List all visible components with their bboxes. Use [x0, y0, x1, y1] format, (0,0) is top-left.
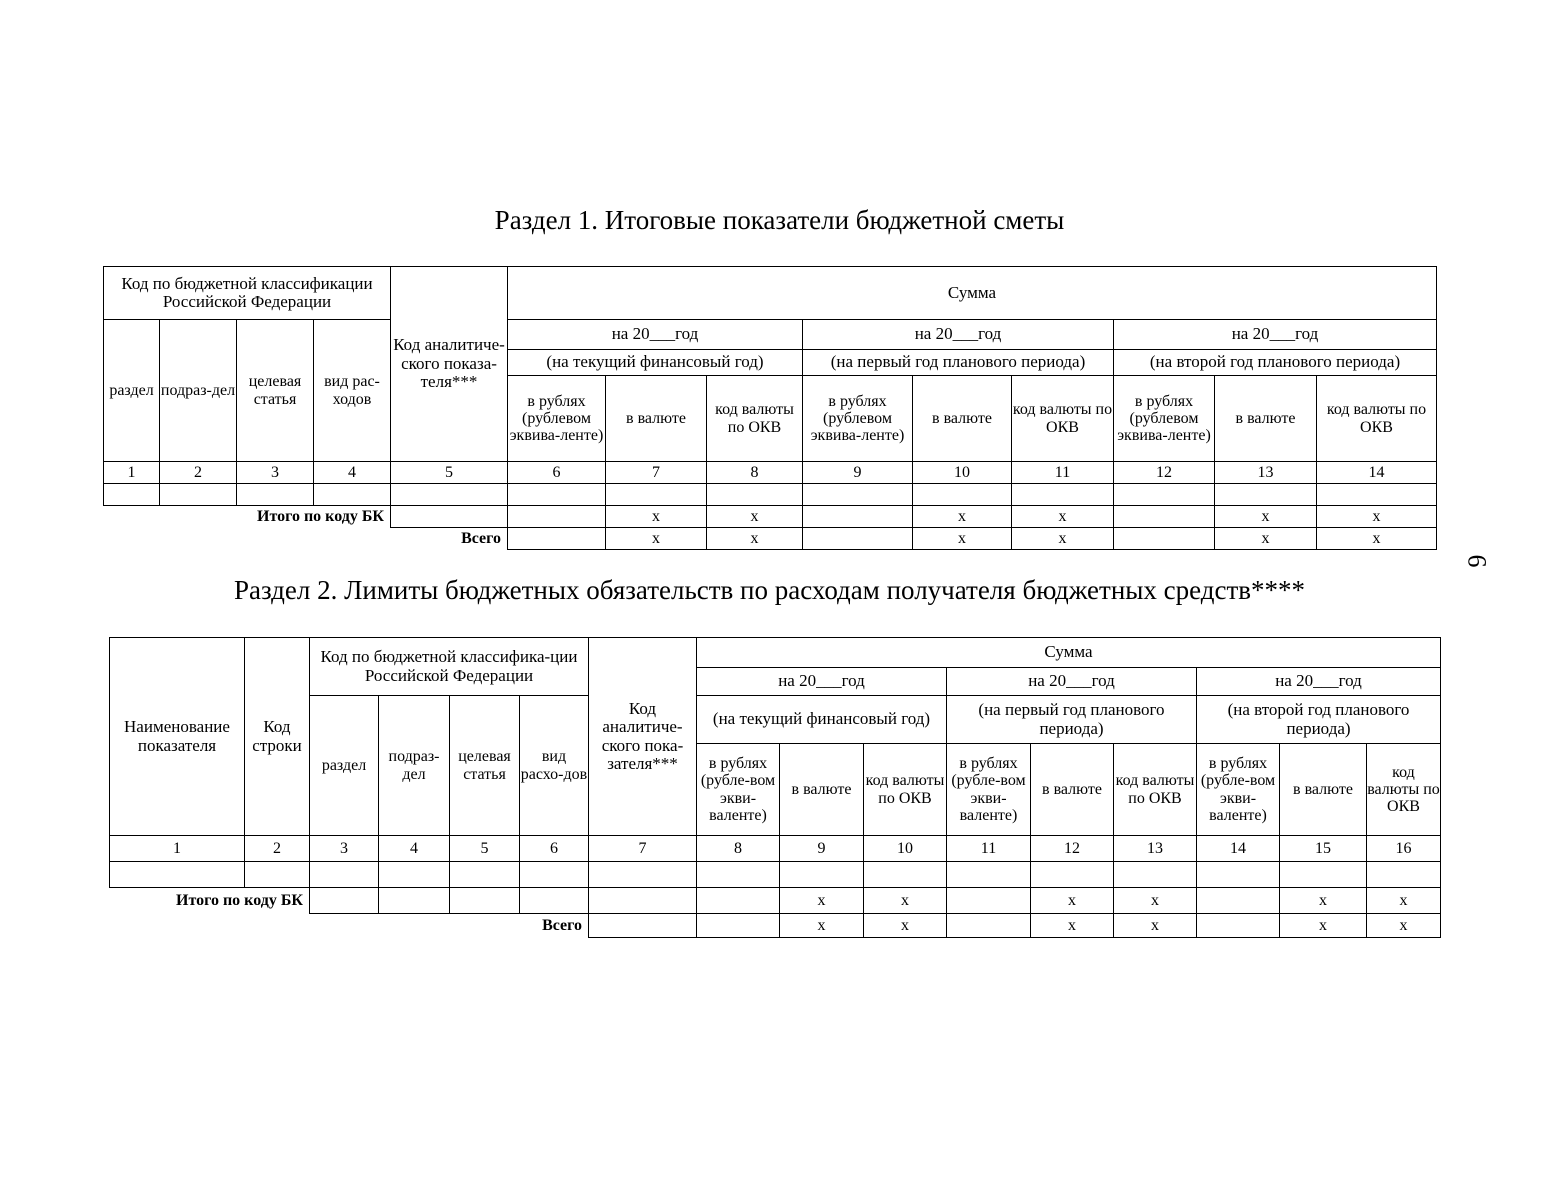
vsego-label: Всего — [542, 917, 582, 935]
column-numbers-row — [104, 462, 1437, 484]
col-num: 8 — [697, 836, 780, 862]
x-mark: х — [1215, 506, 1317, 528]
podrazdel-header: подраз-дел — [160, 320, 237, 462]
col-kod-2: код валюты по ОКВ — [1012, 376, 1114, 462]
empty-cell[interactable] — [310, 862, 379, 888]
kod-stroki-header: Код строки — [245, 638, 310, 836]
itogo-row — [104, 506, 1437, 528]
x-mark: х — [780, 888, 864, 914]
col-rub-3: в рублях (рублевом эквива-ленте) — [1114, 376, 1215, 462]
empty-cell[interactable] — [310, 888, 379, 914]
x-mark: х — [1367, 888, 1441, 914]
x-mark: х — [1367, 914, 1441, 938]
col-num: 5 — [391, 462, 508, 484]
empty-cell[interactable] — [508, 506, 606, 528]
kod-analit-header: Код аналитиче-ского показа-теля*** — [391, 267, 508, 462]
empty-cell[interactable] — [314, 484, 391, 506]
x-mark: х — [1012, 506, 1114, 528]
bk-header: Код по бюджетной классифика-ции Российской Федерации — [310, 638, 589, 696]
col-num: 13 — [1114, 836, 1197, 862]
section1-table — [103, 266, 1437, 550]
year-1-header: на 20___год — [697, 668, 947, 696]
x-mark: х — [1031, 914, 1114, 938]
empty-cell[interactable] — [697, 862, 780, 888]
col-num: 14 — [1197, 836, 1280, 862]
empty-cell[interactable] — [1114, 528, 1215, 550]
x-mark: х — [707, 506, 803, 528]
empty-cell[interactable] — [391, 506, 508, 528]
col-num: 10 — [913, 462, 1012, 484]
vsego-label: Всего — [461, 530, 501, 548]
x-mark: х — [606, 528, 707, 550]
x-mark: х — [1280, 914, 1367, 938]
col-num: 11 — [1012, 462, 1114, 484]
section2-title: Раздел 2. Лимиты бюджетных обязательств по расходам получателя бюджетных средств**** — [233, 575, 1306, 605]
col-num: 11 — [947, 836, 1031, 862]
empty-cell[interactable] — [1215, 484, 1317, 506]
empty-cell[interactable] — [589, 888, 697, 914]
empty-cell[interactable] — [697, 914, 780, 938]
celevaya-header: целевая статья — [237, 320, 314, 462]
empty-cell[interactable] — [104, 484, 160, 506]
empty-cell[interactable] — [391, 484, 508, 506]
col-val-1: в валюте — [780, 744, 864, 836]
col-num: 12 — [1114, 462, 1215, 484]
col-num: 7 — [589, 836, 697, 862]
col-num: 9 — [780, 836, 864, 862]
period-2-header: (на первый год планового периода) — [803, 350, 1114, 376]
vid-header: вид рас-ходов — [314, 320, 391, 462]
col-val-2: в валюте — [913, 376, 1012, 462]
col-num: 1 — [104, 462, 160, 484]
col-num: 8 — [707, 462, 803, 484]
col-num: 2 — [160, 462, 237, 484]
x-mark: х — [1317, 506, 1437, 528]
col-num: 3 — [310, 836, 379, 862]
empty-cell[interactable] — [520, 862, 589, 888]
empty-cell[interactable] — [379, 888, 450, 914]
col-num: 14 — [1317, 462, 1437, 484]
empty-cell[interactable] — [589, 914, 697, 938]
x-mark: х — [913, 506, 1012, 528]
col-num: 7 — [606, 462, 707, 484]
podrazdel-header: подраз-дел — [379, 696, 450, 836]
col-num: 15 — [1280, 836, 1367, 862]
empty-cell[interactable] — [1280, 862, 1367, 888]
col-num: 6 — [520, 836, 589, 862]
empty-cell[interactable] — [947, 914, 1031, 938]
x-mark: х — [780, 914, 864, 938]
naim-header: Наименование показателя — [110, 638, 245, 836]
x-mark: х — [1280, 888, 1367, 914]
empty-cell[interactable] — [803, 528, 913, 550]
vsego-row — [104, 528, 1437, 550]
empty-cell[interactable] — [520, 888, 589, 914]
razdel-header: раздел — [310, 696, 379, 836]
year-1-header: на 20___год — [508, 320, 803, 350]
col-kod-3: код валюты по ОКВ — [1367, 744, 1441, 836]
empty-data-row — [104, 484, 1437, 506]
empty-cell[interactable] — [803, 506, 913, 528]
x-mark: х — [1215, 528, 1317, 550]
x-mark: х — [1114, 888, 1197, 914]
col-num: 3 — [237, 462, 314, 484]
period-3-header: (на второй год планового периода) — [1197, 696, 1441, 744]
col-val-3: в валюте — [1215, 376, 1317, 462]
x-mark: х — [864, 888, 947, 914]
col-num: 4 — [379, 836, 450, 862]
empty-cell[interactable] — [1197, 914, 1280, 938]
year-3-header: на 20___год — [1197, 668, 1441, 696]
empty-cell[interactable] — [606, 484, 707, 506]
itogo-row — [110, 888, 1441, 914]
col-num: 6 — [508, 462, 606, 484]
col-val-1: в валюте — [606, 376, 707, 462]
empty-cell[interactable] — [1114, 484, 1215, 506]
col-rub-2: в рублях (рублевом эквива-ленте) — [803, 376, 913, 462]
x-mark: х — [606, 506, 707, 528]
empty-cell[interactable] — [450, 862, 520, 888]
empty-data-row — [110, 862, 1441, 888]
col-num: 2 — [245, 836, 310, 862]
itogo-label: Итого по коду БК — [176, 892, 303, 910]
col-num: 16 — [1367, 836, 1441, 862]
empty-cell[interactable] — [1114, 862, 1197, 888]
col-num: 1 — [110, 836, 245, 862]
empty-cell[interactable] — [110, 862, 245, 888]
page-number: 6 — [1462, 554, 1492, 568]
empty-cell[interactable] — [450, 888, 520, 914]
empty-cell[interactable] — [803, 484, 913, 506]
empty-cell[interactable] — [780, 862, 864, 888]
year-2-header: на 20___год — [803, 320, 1114, 350]
itogo-label: Итого по коду БК — [257, 508, 384, 526]
col-rub-1: в рублях (рубле-вом экви-валенте) — [697, 744, 780, 836]
x-mark: х — [913, 528, 1012, 550]
kod-analit-header: Код аналитиче-ского пока-зателя*** — [589, 638, 697, 836]
empty-cell[interactable] — [508, 528, 606, 550]
period-2-header: (на первый год планового периода) — [947, 696, 1197, 744]
bk-header: Код по бюджетной классификации Российской Федерации — [104, 267, 391, 320]
empty-cell[interactable] — [1114, 506, 1215, 528]
col-kod-1: код валюты по ОКВ — [864, 744, 947, 836]
section2-table — [109, 637, 1441, 938]
col-kod-3: код валюты по ОКВ — [1317, 376, 1437, 462]
col-kod-2: код валюты по ОКВ — [1114, 744, 1197, 836]
empty-cell[interactable] — [245, 862, 310, 888]
summa-header: Сумма — [697, 638, 1441, 668]
col-num: 10 — [864, 836, 947, 862]
col-rub-2: в рублях (рубле-вом экви-валенте) — [947, 744, 1031, 836]
empty-cell[interactable] — [707, 484, 803, 506]
empty-cell[interactable] — [237, 484, 314, 506]
vsego-row — [110, 914, 1441, 938]
x-mark: х — [1012, 528, 1114, 550]
empty-cell[interactable] — [864, 862, 947, 888]
empty-cell[interactable] — [1197, 888, 1280, 914]
col-num: 9 — [803, 462, 913, 484]
year-2-header: на 20___год — [947, 668, 1197, 696]
col-rub-1: в рублях (рублевом эквива-ленте) — [508, 376, 606, 462]
empty-cell[interactable] — [913, 484, 1012, 506]
x-mark: х — [1031, 888, 1114, 914]
period-1-header: (на текущий финансовый год) — [508, 350, 803, 376]
empty-cell[interactable] — [1012, 484, 1114, 506]
x-mark: х — [707, 528, 803, 550]
empty-cell[interactable] — [947, 862, 1031, 888]
col-num: 4 — [314, 462, 391, 484]
empty-cell[interactable] — [1031, 862, 1114, 888]
year-3-header: на 20___год — [1114, 320, 1437, 350]
razdel-header: раздел — [104, 320, 160, 462]
empty-cell[interactable] — [1197, 862, 1280, 888]
empty-cell[interactable] — [1367, 862, 1441, 888]
col-val-2: в валюте — [1031, 744, 1114, 836]
empty-cell[interactable] — [1317, 484, 1437, 506]
section1-title: Раздел 1. Итоговые показатели бюджетной сметы — [494, 205, 1065, 235]
col-num: 5 — [450, 836, 520, 862]
period-3-header: (на второй год планового периода) — [1114, 350, 1437, 376]
celevaya-header: целевая статья — [450, 696, 520, 836]
col-kod-1: код валюты по ОКВ — [707, 376, 803, 462]
empty-cell[interactable] — [508, 484, 606, 506]
period-1-header: (на текущий финансовый год) — [697, 696, 947, 744]
summa-header: Сумма — [508, 267, 1437, 320]
col-num: 12 — [1031, 836, 1114, 862]
empty-cell[interactable] — [379, 862, 450, 888]
x-mark: х — [864, 914, 947, 938]
empty-cell[interactable] — [697, 888, 780, 914]
empty-cell[interactable] — [947, 888, 1031, 914]
x-mark: х — [1317, 528, 1437, 550]
x-mark: х — [1114, 914, 1197, 938]
empty-cell[interactable] — [589, 862, 697, 888]
vid-header: вид расхо-дов — [520, 696, 589, 836]
column-numbers-row — [110, 836, 1441, 862]
col-val-3: в валюте — [1280, 744, 1367, 836]
empty-cell[interactable] — [160, 484, 237, 506]
col-num: 13 — [1215, 462, 1317, 484]
col-rub-3: в рублях (рубле-вом экви-валенте) — [1197, 744, 1280, 836]
